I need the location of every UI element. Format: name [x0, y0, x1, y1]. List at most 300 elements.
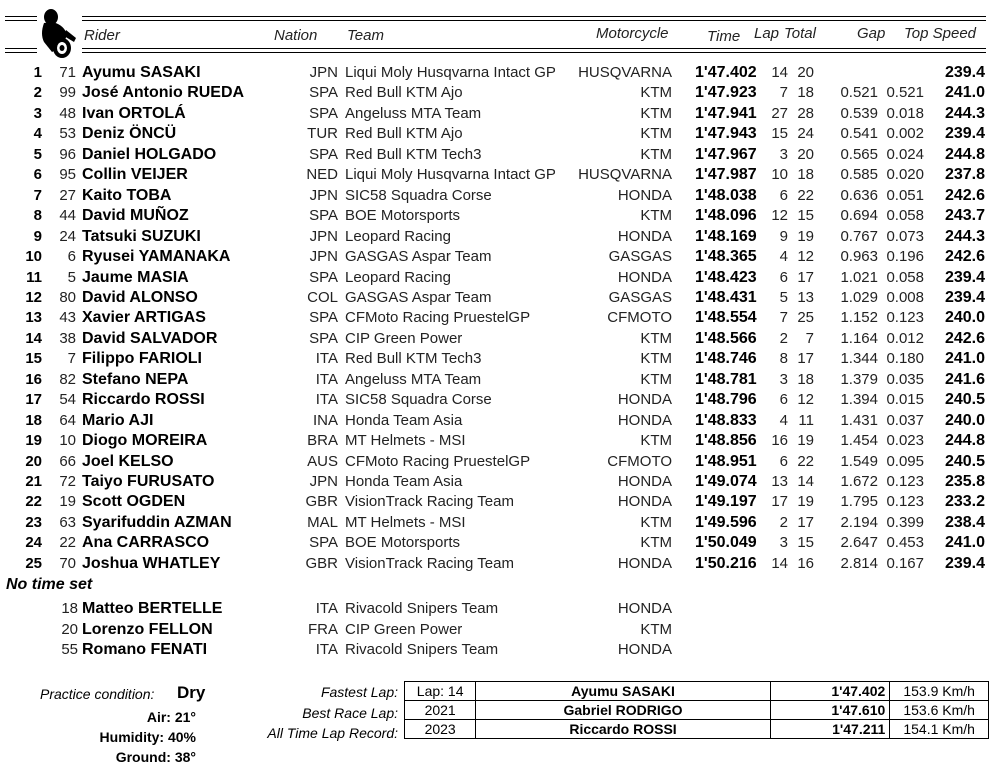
gap-to-previous: 0.023 — [886, 432, 924, 450]
total-laps: 15 — [797, 207, 814, 225]
total-laps: 19 — [797, 493, 814, 511]
header-top-line-left-1 — [5, 16, 37, 17]
gap-to-first: 1.152 — [840, 309, 878, 327]
rider-number: 20 — [61, 620, 78, 638]
total-laps: 24 — [797, 125, 814, 143]
header-total: Total — [784, 25, 816, 42]
result-row — [0, 412, 989, 432]
best-lap-time: 1'48.423 — [695, 268, 757, 286]
top-speed: 240.0 — [944, 309, 985, 327]
rider-number: 19 — [59, 493, 76, 511]
best-lap-number: 9 — [779, 227, 788, 245]
best-lap-number: 6 — [779, 452, 788, 470]
top-speed: 241.0 — [944, 350, 985, 368]
rider-nation: SPA — [309, 268, 338, 286]
rider-motorcycle: HUSQVARNA — [578, 64, 672, 81]
rider-number: 22 — [59, 534, 76, 552]
gap-to-first: 0.541 — [840, 125, 878, 143]
rider-nation: INA — [312, 411, 338, 429]
rider-name: Joshua WHATLEY — [82, 554, 221, 572]
rider-name: Daniel HOLGADO — [82, 145, 217, 163]
result-row — [0, 473, 989, 493]
record-ref: 2023 — [405, 720, 476, 739]
gap-to-previous: 0.024 — [886, 145, 924, 163]
best-lap-number: 7 — [779, 309, 788, 327]
total-laps: 19 — [797, 227, 814, 245]
best-lap-number: 16 — [771, 432, 788, 450]
rider-name: Collin VEIJER — [82, 166, 188, 184]
best-lap-time: 1'48.169 — [695, 227, 757, 245]
rider-position: 6 — [33, 166, 42, 184]
rider-name: Kaito TOBA — [82, 186, 172, 204]
best-lap-time: 1'50.216 — [695, 554, 757, 572]
gap-to-previous: 0.008 — [886, 288, 924, 306]
top-speed: 235.8 — [944, 473, 985, 490]
rider-team: Leopard Racing — [345, 227, 451, 245]
total-laps: 15 — [797, 534, 814, 552]
rider-name: Taiyo FURUSATO — [82, 473, 215, 490]
rider-position: 22 — [25, 493, 42, 511]
rider-position: 5 — [33, 145, 42, 163]
record-rider: Gabriel RODRIGO — [476, 701, 770, 720]
rider-team: SIC58 Squadra Corse — [345, 186, 492, 204]
best-lap-time: 1'49.197 — [695, 493, 757, 511]
rider-motorcycle: KTM — [640, 207, 672, 225]
record-speed: 153.6 Km/h — [890, 701, 989, 720]
rider-team: SIC58 Squadra Corse — [345, 391, 492, 409]
gap-to-previous: 0.020 — [886, 166, 924, 184]
gap-to-first: 1.394 — [840, 391, 878, 409]
total-laps: 11 — [798, 411, 814, 429]
best-lap-time: 1'48.096 — [695, 207, 757, 225]
rider-nation: GBR — [305, 493, 338, 511]
gap-to-first: 1.549 — [840, 452, 878, 470]
best-lap-time: 1'49.074 — [695, 473, 757, 490]
rider-nation: JPN — [309, 186, 338, 204]
rider-team: MT Helmets - MSI — [345, 513, 466, 531]
rider-nation: BRA — [307, 432, 338, 450]
rider-nation: SPA — [309, 104, 338, 122]
top-speed: 233.2 — [944, 493, 985, 511]
header-bottom-line-left-2 — [5, 52, 37, 53]
total-laps: 17 — [797, 513, 814, 531]
top-speed: 239.4 — [944, 288, 985, 306]
rider-motorcycle: KTM — [640, 104, 672, 122]
rider-number: 55 — [61, 641, 78, 658]
rider-name: Ana CARRASCO — [82, 534, 210, 552]
header-top-speed: Top Speed — [904, 25, 977, 42]
gap-to-previous: 0.058 — [886, 207, 924, 225]
rider-team: CIP Green Power — [345, 620, 463, 638]
no-time-set-label: No time set — [6, 576, 93, 593]
gap-to-previous: 0.002 — [886, 125, 924, 143]
best-lap-number: 4 — [779, 411, 788, 429]
top-speed: 240.0 — [944, 411, 985, 429]
rider-nation: GBR — [305, 554, 338, 572]
best-lap-number: 17 — [771, 493, 788, 511]
rider-name: Riccardo ROSSI — [82, 391, 205, 409]
total-laps: 28 — [797, 104, 814, 122]
top-speed: 241.0 — [944, 534, 985, 552]
rider-motorcycle: HUSQVARNA — [578, 166, 672, 184]
top-speed: 239.4 — [944, 125, 985, 143]
best-lap-time: 1'48.856 — [695, 432, 757, 450]
rider-position: 24 — [25, 534, 42, 552]
rider-motorcycle: HONDA — [617, 473, 672, 490]
rider-nation: SPA — [309, 207, 338, 225]
best-lap-time: 1'48.833 — [695, 411, 757, 429]
header-lap: Lap — [754, 25, 780, 42]
gap-to-previous: 0.123 — [886, 473, 924, 490]
rider-name: David SALVADOR — [82, 329, 218, 347]
best-lap-time: 1'48.746 — [695, 350, 757, 368]
result-row — [0, 207, 989, 227]
gap-to-previous: 0.196 — [886, 248, 924, 266]
rider-position: 18 — [25, 411, 42, 429]
rider-position: 14 — [25, 329, 42, 347]
rider-nation: JPN — [309, 64, 338, 81]
rider-nation: SPA — [309, 329, 338, 347]
rider-position: 3 — [33, 104, 42, 122]
total-laps: 19 — [797, 432, 814, 450]
no-time-row — [0, 600, 989, 620]
air-temperature: Air: 21° — [146, 709, 196, 725]
best-lap-number: 6 — [779, 268, 788, 286]
rider-motorcycle: KTM — [640, 125, 672, 143]
rider-team: Leopard Racing — [345, 268, 451, 286]
rider-name: Xavier ARTIGAS — [82, 309, 206, 327]
gap-to-first: 1.029 — [840, 288, 878, 306]
gap-to-previous: 0.399 — [886, 513, 924, 531]
best-lap-time: 1'48.365 — [695, 248, 757, 266]
rider-team: Liqui Moly Husqvarna Intact GP — [345, 166, 556, 184]
rider-name: Romano FENATI — [82, 641, 208, 658]
rider-position: 4 — [33, 125, 42, 143]
rider-team: Red Bull KTM Tech3 — [345, 145, 482, 163]
rider-number: 99 — [59, 84, 76, 102]
rider-team: GASGAS Aspar Team — [345, 248, 492, 266]
gap-to-previous: 0.123 — [886, 493, 924, 511]
ground-temperature: Ground: 38° — [115, 749, 196, 765]
best-lap-time: 1'47.967 — [695, 145, 757, 163]
gap-to-first: 0.694 — [840, 207, 878, 225]
rider-nation: ITA — [315, 370, 338, 388]
result-row — [0, 289, 989, 309]
no-time-row — [0, 641, 989, 661]
gap-to-previous: 0.167 — [886, 554, 924, 572]
gap-to-first: 2.194 — [840, 513, 878, 531]
rider-nation: ITA — [315, 391, 338, 409]
rider-team: BOE Motorsports — [345, 534, 461, 552]
header-time: Time — [707, 28, 741, 45]
rider-motorcycle: KTM — [640, 432, 672, 450]
rider-position: 21 — [25, 473, 42, 490]
rider-name: Filippo FARIOLI — [82, 350, 202, 368]
top-speed: 241.6 — [944, 370, 985, 388]
rider-name: David MUÑOZ — [82, 207, 189, 225]
rider-motorcycle: HONDA — [617, 641, 672, 658]
no-time-row — [0, 621, 989, 641]
rider-motorcycle: KTM — [640, 84, 672, 102]
rider-name: Diogo MOREIRA — [82, 432, 208, 450]
total-laps: 20 — [797, 145, 814, 163]
gap-to-previous: 0.051 — [886, 186, 924, 204]
humidity: Humidity: 40% — [99, 729, 196, 745]
rider-name: Deniz ÖNCÜ — [82, 125, 177, 143]
top-speed: 240.5 — [944, 391, 985, 409]
rider-number: 27 — [59, 186, 76, 204]
gap-to-first: 0.963 — [840, 248, 878, 266]
rider-number: 66 — [59, 452, 76, 470]
rider-team: Angeluss MTA Team — [345, 370, 482, 388]
result-row — [0, 64, 989, 84]
top-speed: 242.6 — [944, 248, 985, 266]
rider-team: VisionTrack Racing Team — [345, 493, 514, 511]
result-row — [0, 125, 989, 145]
header-nation: Nation — [274, 27, 318, 44]
motorcycle-rider-icon — [38, 8, 80, 60]
gap-to-previous: 0.521 — [886, 84, 924, 102]
header-bottom-line-right-1 — [82, 48, 986, 49]
best-lap-time: 1'48.796 — [695, 391, 757, 409]
rider-team: MT Helmets - MSI — [345, 432, 466, 450]
all-time-lap-record-label: All Time Lap Record: — [267, 725, 398, 741]
header-bottom-line-left-1 — [5, 48, 37, 49]
best-lap-number: 6 — [779, 391, 788, 409]
result-row — [0, 187, 989, 207]
best-lap-time: 1'49.596 — [695, 513, 757, 531]
best-lap-number: 10 — [771, 166, 788, 184]
rider-nation: ITA — [315, 600, 338, 617]
practice-condition-value: Dry — [177, 683, 206, 702]
best-lap-number: 3 — [779, 145, 788, 163]
rider-motorcycle: HONDA — [617, 411, 672, 429]
best-lap-time: 1'48.566 — [695, 329, 757, 347]
rider-position: 16 — [25, 370, 42, 388]
top-speed: 239.4 — [944, 268, 985, 286]
best-lap-time: 1'48.038 — [695, 186, 757, 204]
rider-number: 10 — [59, 432, 76, 450]
top-speed: 244.3 — [944, 227, 985, 245]
result-row — [0, 493, 989, 513]
rider-nation: SPA — [309, 84, 338, 102]
result-row — [0, 105, 989, 125]
rider-team: Honda Team Asia — [345, 411, 463, 429]
gap-to-previous: 0.180 — [886, 350, 924, 368]
result-row — [0, 146, 989, 166]
result-row — [0, 534, 989, 554]
total-laps: 16 — [797, 554, 814, 572]
record-row-fastest-lap — [405, 682, 989, 701]
rider-motorcycle: GASGAS — [608, 288, 672, 306]
header-top-line-left-2 — [5, 20, 37, 21]
top-speed: 244.8 — [944, 145, 985, 163]
gap-to-first: 1.344 — [840, 350, 878, 368]
rider-position: 17 — [25, 391, 42, 409]
header-team: Team — [347, 27, 384, 44]
rider-position: 2 — [33, 84, 42, 102]
header-top-line-right-2 — [82, 20, 986, 21]
top-speed: 240.5 — [944, 452, 985, 470]
rider-team: CFMoto Racing PruestelGP — [345, 309, 531, 327]
rider-position: 12 — [25, 288, 42, 306]
rider-motorcycle: KTM — [640, 513, 672, 531]
rider-number: 44 — [59, 207, 76, 225]
best-lap-number: 2 — [779, 329, 788, 347]
result-row — [0, 269, 989, 289]
best-lap-number: 6 — [779, 186, 788, 204]
rider-number: 71 — [59, 64, 76, 81]
rider-name: Jaume MASIA — [82, 268, 189, 286]
best-lap-time: 1'47.402 — [695, 64, 757, 81]
best-lap-number: 8 — [779, 350, 788, 368]
gap-to-previous: 0.012 — [886, 329, 924, 347]
rider-motorcycle: HONDA — [617, 227, 672, 245]
best-lap-number: 14 — [771, 554, 788, 572]
rider-motorcycle: KTM — [640, 534, 672, 552]
rider-number: 53 — [59, 125, 76, 143]
best-lap-time: 1'48.431 — [695, 288, 757, 306]
rider-position: 7 — [33, 186, 42, 204]
total-laps: 17 — [797, 350, 814, 368]
best-lap-time: 1'48.951 — [695, 452, 757, 470]
rider-number: 80 — [59, 288, 76, 306]
top-speed: 237.8 — [944, 166, 985, 184]
best-lap-number: 4 — [779, 248, 788, 266]
gap-to-previous: 0.015 — [886, 391, 924, 409]
total-laps: 18 — [797, 84, 814, 102]
header-rider: Rider — [84, 27, 120, 44]
rider-motorcycle: CFMOTO — [607, 452, 672, 470]
header-gap: Gap — [857, 25, 886, 42]
rider-name: Syarifuddin AZMAN — [82, 513, 232, 531]
best-lap-number: 13 — [771, 473, 788, 490]
rider-motorcycle: HONDA — [617, 493, 672, 511]
rider-motorcycle: HONDA — [617, 186, 672, 204]
rider-nation: ITA — [315, 641, 338, 658]
rider-team: Honda Team Asia — [345, 473, 463, 490]
rider-team: GASGAS Aspar Team — [345, 288, 492, 306]
top-speed: 244.3 — [944, 104, 985, 122]
rider-name: Lorenzo FELLON — [82, 620, 213, 638]
rider-position: 15 — [25, 350, 42, 368]
rider-nation: TUR — [307, 125, 338, 143]
rider-position: 20 — [25, 452, 42, 470]
record-rider: Riccardo ROSSI — [476, 720, 770, 739]
result-row — [0, 514, 989, 534]
rider-name: Stefano NEPA — [82, 370, 189, 388]
top-speed: 242.6 — [944, 186, 985, 204]
top-speed: 243.7 — [944, 207, 985, 225]
best-lap-number: 2 — [779, 513, 788, 531]
best-lap-time: 1'50.049 — [695, 534, 757, 552]
rider-nation: ITA — [315, 350, 338, 368]
rider-number: 38 — [59, 329, 76, 347]
total-laps: 13 — [797, 288, 814, 306]
rider-position: 9 — [33, 227, 42, 245]
rider-nation: JPN — [309, 227, 338, 245]
gap-to-first: 0.565 — [840, 145, 878, 163]
rider-number: 96 — [59, 145, 76, 163]
total-laps: 12 — [797, 391, 814, 409]
rider-position: 13 — [25, 309, 42, 327]
total-laps: 18 — [797, 166, 814, 184]
gap-to-previous: 0.073 — [886, 227, 924, 245]
rider-nation: SPA — [309, 145, 338, 163]
total-laps: 25 — [797, 309, 814, 327]
best-lap-time: 1'48.554 — [695, 309, 757, 327]
best-lap-time: 1'48.781 — [695, 370, 757, 388]
rider-team: Red Bull KTM Tech3 — [345, 350, 482, 368]
result-row — [0, 391, 989, 411]
rider-motorcycle: KTM — [640, 329, 672, 347]
rider-motorcycle: HONDA — [617, 554, 672, 572]
top-speed: 241.0 — [944, 84, 985, 102]
rider-position: 23 — [25, 513, 42, 531]
best-lap-number: 5 — [779, 288, 788, 306]
rider-position: 25 — [25, 554, 42, 572]
total-laps: 22 — [797, 452, 814, 470]
gap-to-first: 0.767 — [840, 227, 878, 245]
rider-motorcycle: KTM — [640, 350, 672, 368]
rider-team: Angeluss MTA Team — [345, 104, 482, 122]
result-row — [0, 330, 989, 350]
rider-team: VisionTrack Racing Team — [345, 554, 514, 572]
rider-number: 72 — [59, 473, 76, 490]
gap-to-first: 0.585 — [840, 166, 878, 184]
best-lap-time: 1'47.923 — [695, 84, 757, 102]
gap-to-previous: 0.123 — [886, 309, 924, 327]
header-bottom-line-right-2 — [82, 52, 986, 53]
gap-to-previous: 0.058 — [886, 268, 924, 286]
rider-team: CFMoto Racing PruestelGP — [345, 452, 531, 470]
record-speed: 153.9 Km/h — [890, 682, 989, 701]
rider-motorcycle: KTM — [640, 620, 672, 638]
best-lap-number: 3 — [779, 534, 788, 552]
gap-to-first: 1.454 — [840, 432, 878, 450]
rider-motorcycle: KTM — [640, 145, 672, 163]
record-time: 1'47.610 — [770, 701, 890, 720]
top-speed: 239.4 — [944, 64, 985, 81]
rider-motorcycle: HONDA — [617, 600, 672, 617]
record-speed: 154.1 Km/h — [890, 720, 989, 739]
gap-to-first: 2.814 — [840, 554, 878, 572]
gap-to-previous: 0.035 — [886, 370, 924, 388]
rider-name: David ALONSO — [82, 288, 198, 306]
result-row — [0, 248, 989, 268]
rider-nation: FRA — [308, 620, 338, 638]
header-top-line-right-1 — [82, 16, 986, 17]
rider-number: 82 — [59, 370, 76, 388]
best-lap-time: 1'47.987 — [695, 166, 757, 184]
rider-motorcycle: HONDA — [617, 268, 672, 286]
record-row-all-time — [405, 720, 989, 739]
total-laps: 18 — [797, 370, 814, 388]
top-speed: 239.4 — [944, 554, 985, 572]
rider-team: Rivacold Snipers Team — [345, 641, 499, 658]
total-laps: 14 — [797, 473, 814, 490]
rider-nation: JPN — [309, 248, 338, 266]
result-row — [0, 555, 989, 575]
rider-nation: JPN — [309, 473, 338, 490]
gap-to-first: 0.636 — [840, 186, 878, 204]
record-row-best-race-lap — [405, 701, 989, 720]
gap-to-first: 2.647 — [840, 534, 878, 552]
best-lap-time: 1'47.943 — [695, 125, 757, 143]
rider-name: Mario AJI — [82, 411, 154, 429]
record-time: 1'47.402 — [770, 682, 890, 701]
rider-number: 18 — [61, 600, 78, 617]
